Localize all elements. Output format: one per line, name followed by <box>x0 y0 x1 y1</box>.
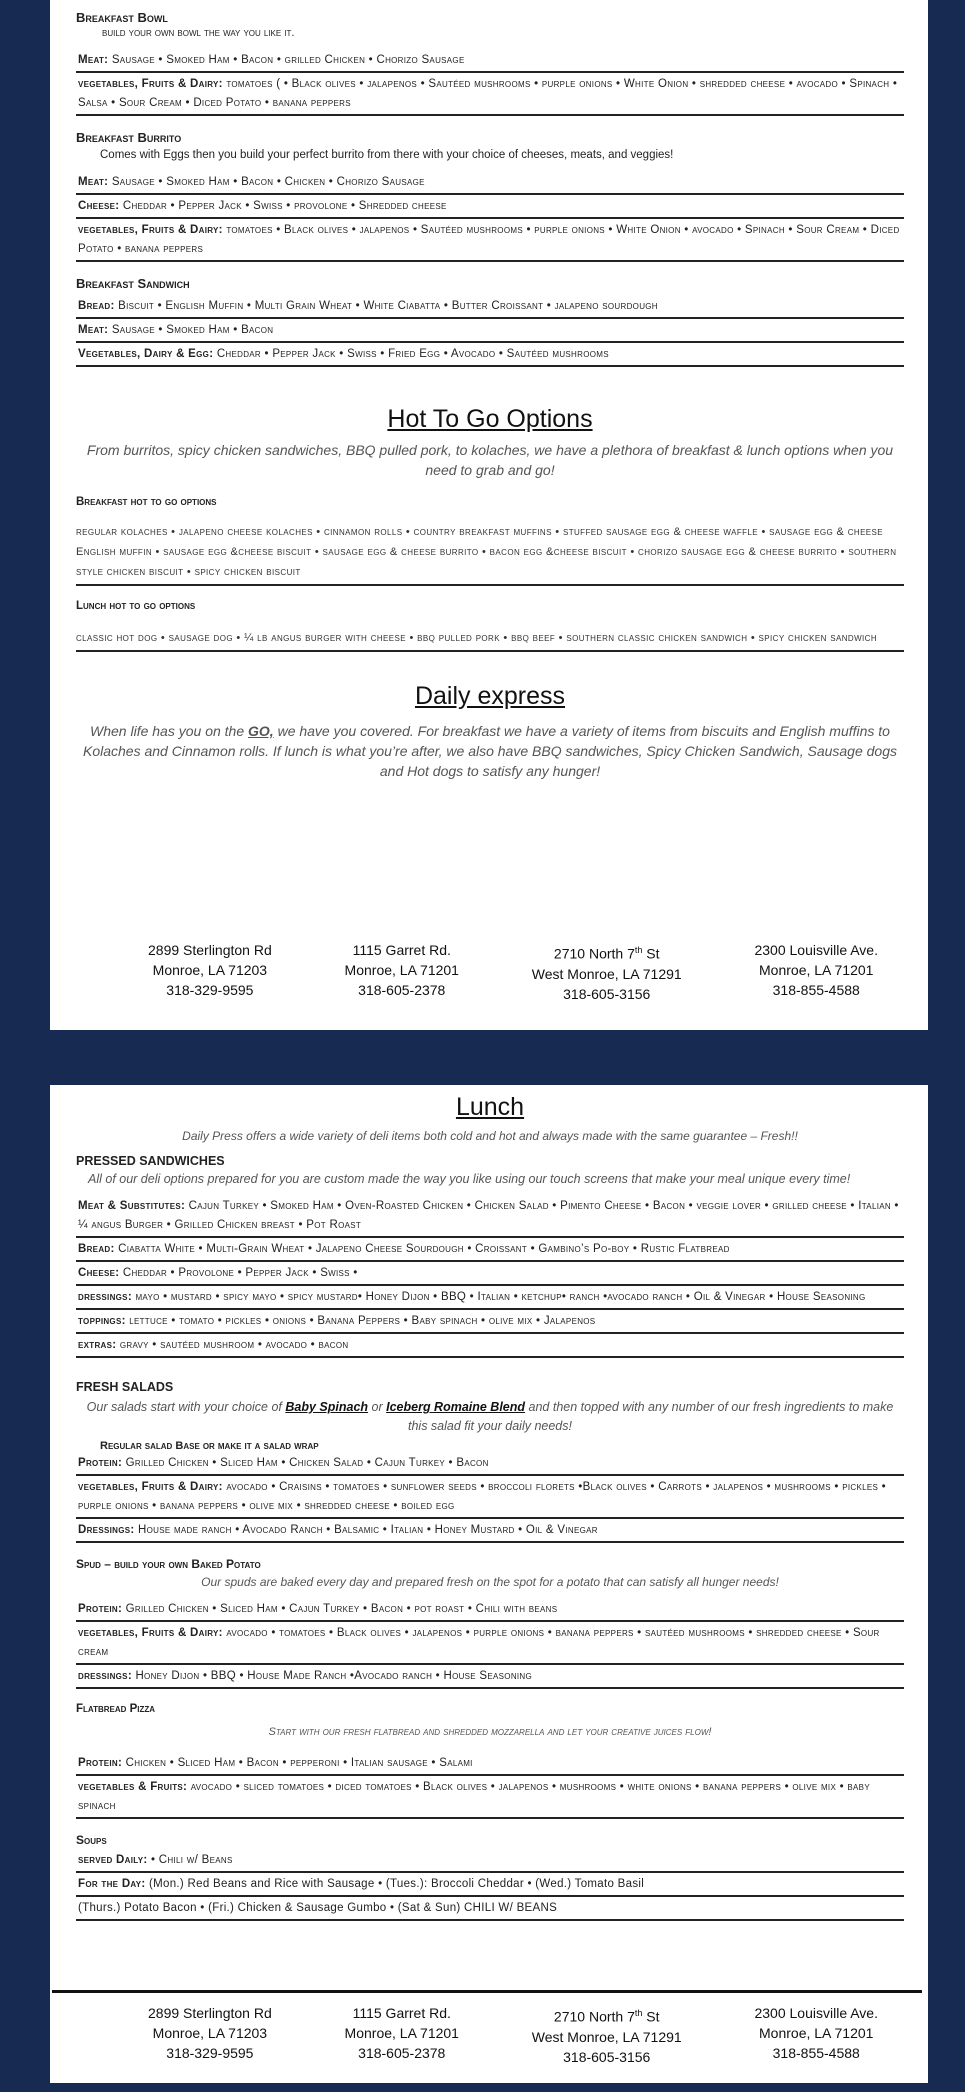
flatbread-protein-row: Protein: Chicken • Sliced Ham • Bacon • pepperoni • Italian sausage • Salami <box>76 1752 904 1776</box>
pressed-sandwiches-title: PRESSED SANDWICHES <box>76 1154 225 1168</box>
breakfast-sandwich-veg-row: Vegetables, Dairy & Egg: Cheddar • Pepper Jack • Swiss • Fried Egg • Avocado • Sautéed mushrooms <box>76 343 904 367</box>
breakfast-hot-to-go-title: Breakfast hot to go options <box>76 496 217 508</box>
location-louisville: 2300 Louisville Ave. Monroe, LA 71201 318-855-4588 <box>754 942 878 998</box>
location-sterlington: 2899 Sterlington Rd Monroe, LA 71203 318-329-9595 <box>148 942 272 998</box>
breakfast-burrito-veg-row: vegetables, Fruits & Dairy: tomatoes • Black olives • jalapenos • Sautéed mushrooms • purple onions • White Onion • avocado • Spinach • Sour Cream • Diced Potato • banana peppers <box>76 219 904 262</box>
soups-title: Soups <box>76 1833 107 1847</box>
lunch-hot-to-go-list: classic hot dog • sausage dog • ¼ lb angus burger with cheese • bbq pulled pork • bbq beef • southern classic chicken sandwich • spicy chicken sandwich <box>76 628 904 652</box>
breakfast-sandwich-title: Breakfast Sandwich <box>76 276 190 291</box>
locations-footer <box>148 940 878 1004</box>
breakfast-sandwich-bread-row: Bread: Biscuit • English Muffin • Multi Grain Wheat • White Ciabatta • Butter Croissant • jalapeno sourdough <box>76 295 904 319</box>
breakfast-hot-to-go-list: regular kolaches • jalapeno cheese kolaches • cinnamon rolls • country breakfast muffins • stuffed sausage egg & cheese waffle • sausage egg & cheese English muffin • sausage egg &cheese biscuit • sausage egg & cheese burrito • bacon egg &cheese biscuit • chorizo sausage egg & cheese burrito • southern style chicken biscuit • spicy chicken biscuit <box>76 522 904 586</box>
salad-dressings-row: Dressings: House made ranch • Avocado Ranch • Balsamic • Italian • Honey Mustard • Oil & Vinegar <box>76 1519 904 1543</box>
breakfast-sandwich-meat-row: Meat: Sausage • Smoked Ham • Bacon <box>76 319 904 343</box>
hot-to-go-heading: Hot To Go Options <box>387 405 593 433</box>
daily-express-heading: Daily express <box>414 682 566 710</box>
spud-dressings-row: dressings: Honey Dijon • BBQ • House Made Ranch •Avocado ranch • House Seasoning <box>76 1665 904 1689</box>
pressed-bread-row: Bread: Ciabatta White • Multi-Grain Wheat • Jalapeno Cheese Sourdough • Croissant • Gambino’s Po-boy • Rustic Flatbread <box>76 1238 904 1262</box>
menu-page-breakfast <box>50 0 928 1030</box>
lunch-intro: Daily Press offers a wide variety of deli items both cold and hot and always made with the same guarantee – Fresh!! <box>182 1129 798 1143</box>
soups-day-row: For the Day: (Mon.) Red Beans and Rice with Sausage • (Tues.): Broccoli Cheddar • (Wed.) Tomato Basil <box>76 1873 904 1897</box>
breakfast-burrito-subtitle: Comes with Eggs then you build your perfect burrito from there with your choice of cheeses, meats, and veggies! <box>100 149 674 161</box>
soups-daily-row: served Daily: • Chili w/ Beans <box>76 1849 904 1873</box>
hot-to-go-intro: From burritos, spicy chicken sandwiches, BBQ pulled pork, to kolaches, we have a plethora of breakfast & lunch options when you need to grab and go! <box>86 442 894 478</box>
spud-veg-row: vegetables, Fruits & Dairy: avocado • tomatoes • Black olives • jalapenos • purple onions • banana peppers • sautéed mushrooms • shredded cheese • Sour cream <box>76 1622 904 1665</box>
breakfast-burrito-section <box>76 130 904 262</box>
footer-divider <box>52 1990 922 1993</box>
spud-protein-row: Protein: Grilled Chicken • Sliced Ham • Cajun Turkey • Bacon • pot roast • Chili with beans <box>76 1598 904 1622</box>
salad-veg-row: vegetables, Fruits & Dairy: avocado • Craisins • tomatoes • sunflower seeds • broccoli florets •Black olives • Carrots • jalapenos • mushrooms • pickles • purple onions • banana peppers • olive mix • shredded cheese • boiled egg <box>76 1476 904 1519</box>
location-north-7th-2: 2710 North 7th St West Monroe, LA 71291 318-605-3156 <box>531 2008 682 2065</box>
soups-section <box>76 1833 904 1921</box>
location-north-7th: 2710 North 7th St West Monroe, LA 71291 318-605-3156 <box>531 945 682 1002</box>
spud-intro: Our spuds are baked every day and prepared fresh on the spot for a potato that can satisfy all hunger needs! <box>201 1575 779 1589</box>
flatbread-title: Flatbread Pizza <box>76 1703 156 1715</box>
breakfast-bowl-meat-row: Meat: Sausage • Smoked Ham • Bacon • grilled Chicken • Chorizo Sausage <box>76 49 904 73</box>
spud-title: Spud – build your own Baked Potato <box>76 1557 261 1571</box>
location-garret-2: 1115 Garret Rd. Monroe, LA 71201 318-605-2378 <box>344 2005 459 2061</box>
flatbread-veg-row: vegetables & Fruits: avocado • sliced tomatoes • diced tomatoes • Black olives • jalapenos • mushrooms • white onions • banana peppers • olive mix • baby spinach <box>76 1776 904 1819</box>
breakfast-bowl-subtitle: build your own bowl the way you like it. <box>102 27 295 39</box>
lunch-hot-to-go-title: Lunch hot to go options <box>76 600 196 612</box>
go-emphasis: GO, <box>248 723 274 739</box>
hot-to-go-section <box>76 405 904 652</box>
soups-day-row-2: (Thurs.) Potato Bacon • (Fri.) Chicken & Sausage Gumbo • (Sat & Sun) CHILI W/ BEANS <box>76 1897 904 1921</box>
flatbread-intro: Start with our fresh flatbread and shredded mozzarella and let your creative juices flow! <box>268 1726 712 1738</box>
fresh-salads-section <box>76 1380 904 1543</box>
location-garret: 1115 Garret Rd. Monroe, LA 71201 318-605-2378 <box>344 942 459 998</box>
fresh-salads-intro: Our salads start with your choice of Baby Spinach or Iceberg Romaine Blend and then topped with any number of our fresh ingredients to make this salad fit your daily needs! <box>86 1400 894 1433</box>
spud-section <box>76 1557 904 1689</box>
flatbread-section <box>76 1703 904 1819</box>
iceberg-option: Iceberg Romaine Blend <box>386 1400 526 1414</box>
lunch-heading: Lunch <box>455 1093 525 1121</box>
location-louisville-2: 2300 Louisville Ave. Monroe, LA 71201 318-855-4588 <box>754 2005 878 2061</box>
salad-protein-row: Protein: Grilled Chicken • Sliced Ham • Chicken Salad • Cajun Turkey • Bacon <box>76 1452 904 1476</box>
breakfast-burrito-meat-row: Meat: Sausage • Smoked Ham • Bacon • Chicken • Chorizo Sausage <box>76 171 904 195</box>
pressed-cheese-row: Cheese: Cheddar • Provolone • Pepper Jack • Swiss • <box>76 1262 904 1286</box>
pressed-meat-row: Meat & Substitutes: Cajun Turkey • Smoked Ham • Oven-Roasted Chicken • Chicken Salad • Pimento Cheese • Bacon • veggie lover • grilled cheese • Italian • ¼ angus Burger • Grilled Chicken breast • Pot Roast <box>76 1195 904 1238</box>
pressed-extras-row: extras: gravy • sautéed mushroom • avocado • bacon <box>76 1334 904 1358</box>
locations-footer-lunch <box>148 2003 878 2067</box>
breakfast-bowl-section <box>76 10 904 116</box>
pressed-dressings-row: dressings: mayo • mustard • spicy mayo • spicy mustard• Honey Dijon • BBQ • Italian • ketchup• ranch •avocado ranch • Oil & Vinegar • House Seasoning <box>76 1286 904 1310</box>
salad-base-title: Regular salad Base or make it a salad wrap <box>100 1440 319 1452</box>
pressed-sandwiches-intro: All of our deli options prepared for you are custom made the way you like using our touch screens that make your meal unique every time! <box>88 1172 851 1186</box>
daily-express-section <box>76 682 904 781</box>
pressed-sandwiches-section <box>76 1154 904 1358</box>
location-sterlington-2: 2899 Sterlington Rd Monroe, LA 71203 318-329-9595 <box>148 2005 272 2061</box>
fresh-salads-title: FRESH SALADS <box>76 1380 174 1394</box>
pressed-toppings-row: toppings: lettuce • tomato • pickles • onions • Banana Peppers • Baby spinach • olive mix • Jalapenos <box>76 1310 904 1334</box>
breakfast-sandwich-section <box>76 276 904 367</box>
breakfast-burrito-title: Breakfast Burrito <box>76 130 182 145</box>
daily-express-intro: When life has you on the GO, we have you covered. For breakfast we have a variety of items from biscuits and English muffins to Kolaches and Cinnamon rolls. If lunch is what you’re after, we also have BBQ sandwiches, Spicy Chicken Sandwich, Sausage dogs and Hot dogs to satisfy any hunger! <box>83 723 897 779</box>
menu-page-lunch <box>50 1085 928 2083</box>
breakfast-burrito-cheese-row: Cheese: Cheddar • Pepper Jack • Swiss • provolone • Shredded cheese <box>76 195 904 219</box>
breakfast-bowl-veg-row: vegetables, Fruits & Dairy: tomatoes ( • Black olives • jalapenos • Sautéed mushrooms • purple onions • White Onion • shredded cheese • avocado • Spinach • Salsa • Sour Cream • Diced Potato • banana peppers <box>76 73 904 116</box>
baby-spinach-option: Baby Spinach <box>285 1400 369 1414</box>
breakfast-bowl-title: Breakfast Bowl <box>76 10 168 25</box>
